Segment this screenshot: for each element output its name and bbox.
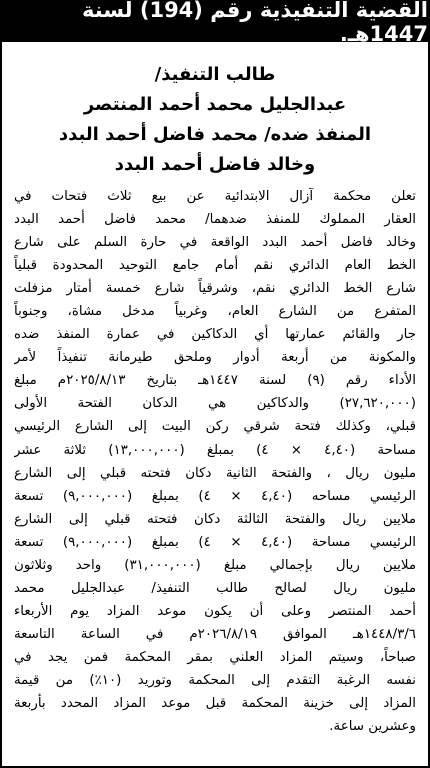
body-line: مليون ريال ، والفتحة الثانية دكان فتحته قبلي إلى الشارع	[14, 465, 416, 481]
body-line: نفسه الرغبة التقدم إلى المحكمة وتوريد (١٠٪) من قيمة	[14, 672, 416, 688]
body-line: ملايين ريال والفتحة الثالثة دكان فتحته قبلي إلى الشارع	[14, 511, 416, 527]
body-line: العقار المملوك للمنفذ ضدهما/ محمد فاضل أحمد البدد	[14, 212, 416, 228]
body-line: (٢٧,٦٢٠,٠٠٠) والدكاكين هي الدكان الفتحة الأولى	[14, 396, 416, 412]
body-line: المزاد إلى خزينة المحكمة قبل موعد المزاد المحدد بأربعة	[14, 696, 416, 712]
body-line: المتفرع من الشارع العام، وغربياً مدخل مشاة، وجنوباً	[14, 304, 416, 320]
body-line: مساحة (٤,٤٠ × ٤) بمبلغ (١٣,٠٠٠,٠٠٠) ثلاثة عشر	[14, 442, 416, 458]
body-line: والمكونة من أربعة أدوار وملحق طيرمانة تنفيذاً لأمر	[14, 350, 416, 366]
notice-body	[14, 185, 416, 758]
parties-block	[14, 60, 416, 180]
body-line: ملايين ريال بإجمالي مبلغ (٣١,٠٠٠,٠٠٠) واحد وثلاثون	[14, 557, 416, 573]
body-line: قبلي، وكذلك فتحة شرقي ركن البيت إلى الشارع الرئيسي	[14, 419, 416, 435]
party-line-applicant-name: عبدالجليل محمد أحمد المنتصر	[83, 94, 347, 115]
party-line-respondent-1: المنفذ ضده/ محمد فاضل أحمد البدد	[58, 124, 372, 145]
body-line: شارع الخط الدائري نقم، وشرقياً شارع خمسة أمتار مزفلت	[14, 281, 416, 297]
body-line: مليون ريال لصالح طالب التنفيذ/ عبدالجليل محمد	[14, 580, 416, 596]
body-line: ١٤٤٨/٣/٦هـ الموافق ٢٠٢٦/٨/١٩م في الساعة التاسعة	[14, 626, 416, 642]
body-line: وعشرين ساعة.	[329, 719, 416, 735]
party-line-respondent-2: وخالد فاضل أحمد البدد	[114, 154, 316, 175]
case-header	[2, 0, 428, 46]
body-line: الخط العام الدائري نقم أمام جامع التوحيد المحدودة قبلياً	[14, 258, 416, 274]
party-line-applicant-label: طالب التنفيذ/	[154, 64, 276, 85]
body-line: جار والقائم عمارتها أي الدكاكين في عمارة المنفذ ضده	[14, 327, 416, 343]
body-line: صباحاً، وسيتم المزاد العلني بمقر المحكمة فمن يجد في	[14, 649, 416, 665]
case-title: القضية التنفيذية رقم (194) لسنة 1447هـ.	[81, 0, 428, 46]
body-line: الأداء رقم (٩) لسنة ١٤٤٧هـ بتاريخ ٢٠٢٥/٨/١٣م مبلغ	[14, 373, 416, 389]
body-line: وخالد فاضل أحمد البدد الواقعة في حارة السلم على شارع	[14, 235, 416, 251]
body-line: الرئيسي مساحه (٤,٤٠ × ٤) بمبلغ (٩,٠٠٠,٠٠٠) تسعة	[14, 488, 416, 504]
body-line: أحمد المنتصر وعلى أن يكون موعد المزاد يوم الأربعاء	[14, 603, 416, 619]
body-line: تعلن محكمة آزال الابتدائية عن بيع ثلاث فتحات في	[14, 189, 416, 204]
body-line: الرئيسي مساحة (٤,٤٠ × ٤) بمبلغ (٩,٠٠٠,٠٠٠) تسعة	[14, 534, 416, 550]
